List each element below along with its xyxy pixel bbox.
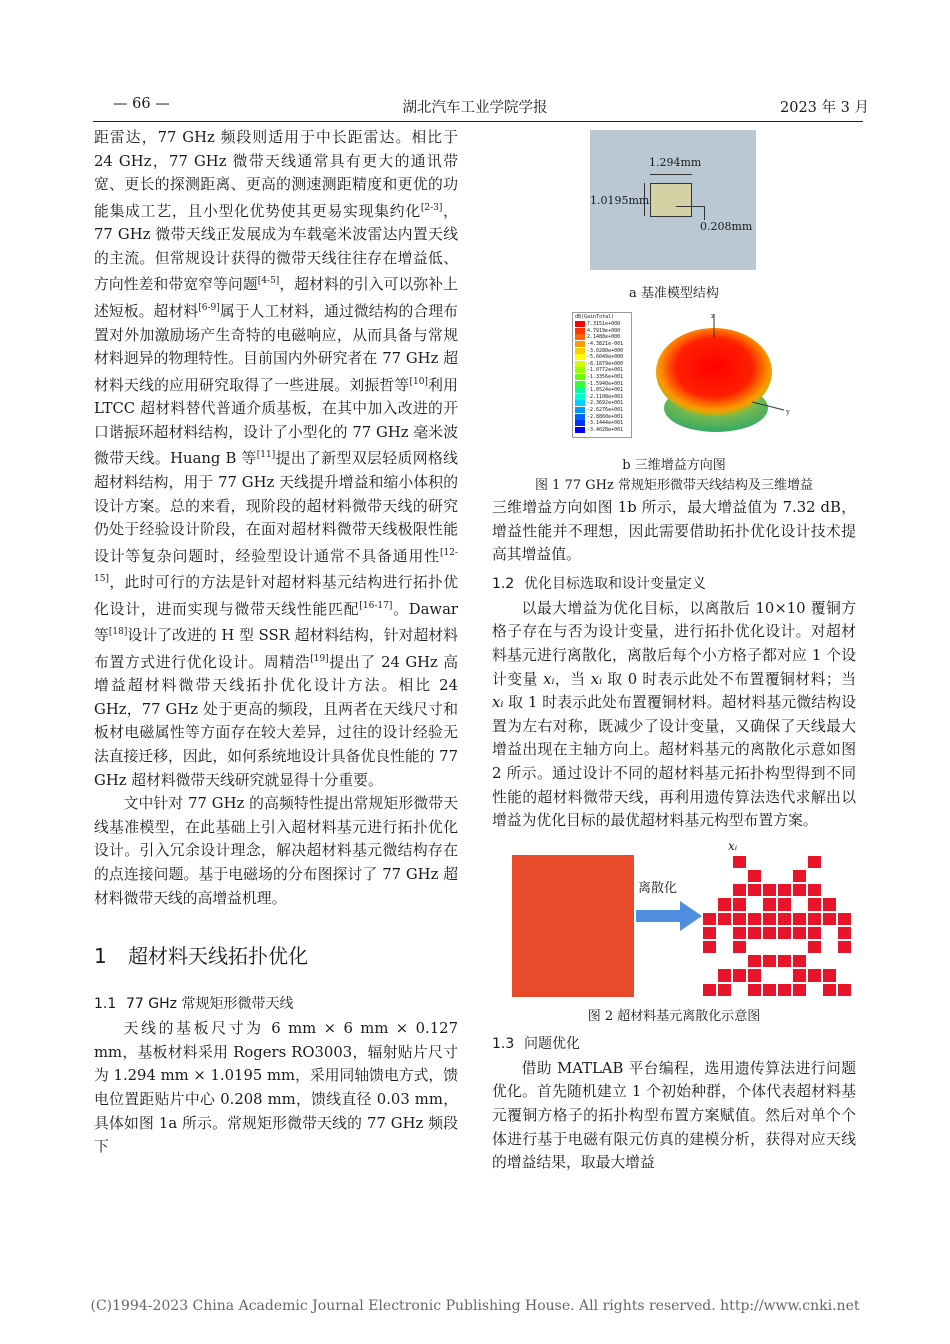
grid-cell (702, 983, 717, 997)
grid-cell (747, 869, 762, 883)
gain-pattern-3d (634, 310, 794, 450)
grid-cell (777, 912, 792, 926)
legend-row (573, 380, 631, 387)
legend-swatch (575, 420, 585, 426)
grid-cell (777, 954, 792, 968)
grid-cell (837, 926, 852, 940)
grid-cell (702, 912, 717, 926)
legend-swatch (575, 427, 585, 433)
legend-swatch (575, 361, 585, 367)
grid-cell (822, 912, 837, 926)
grid-cell (762, 954, 777, 968)
subsection-1-2-heading: 1.2 优化目标选取和设计变量定义 (492, 575, 706, 592)
left-column (94, 126, 458, 1159)
z-axis-label: z (711, 312, 715, 320)
grid-cell (747, 983, 762, 997)
grid-cell (792, 926, 807, 940)
legend-row (573, 347, 631, 354)
legend-swatch (575, 341, 585, 347)
legend-value: -3.0280e+000 (587, 347, 624, 354)
grid-cell (822, 983, 837, 997)
legend-value: 4.7919e+000 (587, 327, 621, 334)
grid-cell (837, 912, 852, 926)
subsection-1-1-heading: 1.1 77 GHz 常规矩形微带天线 (94, 996, 294, 1013)
legend-value: -5.6049e+000 (587, 354, 624, 361)
header-rule (93, 121, 863, 122)
grid-cell (792, 954, 807, 968)
legend-swatch (575, 374, 585, 380)
grid-cell (792, 983, 807, 997)
section-1-3-paragraph: 借助 MATLAB 平台编程，选用遗传算法进行问题优化。首先随机建立 1 个初始种群，个体代表超材料基元覆铜方格子的拓扑构型布置方案赋值。然后对单个个体进行基于电磁有限元仿真的建模分析，获得对应天线的增益结果，取最大增益 (492, 1059, 856, 1172)
legend-swatch (575, 387, 585, 393)
grid-cell (762, 983, 777, 997)
legend-row (573, 420, 631, 427)
legend-row (573, 341, 631, 348)
grid-cell (777, 883, 792, 897)
legend-value: -1.8524e+001 (587, 387, 624, 394)
legend-row (573, 427, 631, 434)
legend-value: -1.0772e+001 (587, 367, 624, 374)
feed-label: 0.208mm (700, 220, 753, 233)
legend-swatch (575, 381, 585, 387)
legend-swatch (575, 348, 585, 354)
grid-cell (732, 897, 747, 911)
legend-row (573, 354, 631, 361)
design-variable-label: xᵢ (728, 838, 738, 853)
grid-cell (717, 983, 732, 997)
y-axis-label: y (786, 408, 790, 416)
legend-value: -2.8860e+001 (587, 413, 624, 420)
legend-swatch (575, 400, 585, 406)
intro-paragraph-1: 距雷达，77 GHz 频段则适用于中长距雷达。相比于 24 GHz，77 GHz 微带天线通常具有更大的通讯带宽、更长的探测距离、更高的测速测距精度和更优的功能集成工艺，且小型化优势使其更易实现集约化[2-3]，77 GHz 微带天线正发展成为车载毫米波雷达内置天线的主流。但常规设计获得的微带天线往往存在增益低、方向性差和带宽窄等问题[4-5]，超材料的引入可以弥补上述短板。超材料[6-9]属于人工材料，通过微结构的合理布置对外加激励场产生奇特的电磁响应，从而具备与常规材料迥异的物理特性。目前国内外研究者在 77 GHz 超材料天线的应用研究取得了一些进展。刘振哲等[10]利用 LTCC 超材料替代普通介质基板，在其中加入改进的开口谐振环超材料结构，设计了小型化的 77 GHz 毫米波微带天线。Huang B 等[11]提出了新型双层轻质网格线超材料结构，用于 77 GHz 天线提升增益和缩小体积的设计方案。总的来看，现阶段的超材料微带天线的研究仍处于经验设计阶段，在面对超材料微带天线极限性能设计等复杂问题时，经验型设计通常不具备通用性[12-15]，此时可行的方法是针对超材料基元结构进行拓扑优化设计，进而实现与微带天线性能匹配[16-17]。Dawar 等[18]设计了改进的 H 型 SSR 超材料结构，针对超材料布置方式进行优化设计。周精浩[19]提出了 24 GHz 高增益超材料微带天线拓扑优化设计方法。相比 24 GHz，77 GHz 处于更高的频段，且两者在天线尺寸和板材电磁属性等方面存在较大差异，过往的设计经验无法直接迁移，因此，如何系统地设计具备优良性能的 77 GHz 超材料微带天线研究就显得十分重要。 (94, 129, 458, 789)
legend-row (573, 328, 631, 335)
grid-cell (777, 897, 792, 911)
section-1-1-paragraph: 天线的基板尺寸为 6 mm × 6 mm × 0.127 mm，基板材料采用 Rogers RO3003，辐射贴片尺寸为 1.294 mm × 1.0195 mm，采用同轴馈电方式，馈电位置距贴片中心 0.208 mm，馈线直径 0.03 mm，具体如图 1a 所示。常规矩形微带天线的 77 GHz 频段下 (94, 1020, 458, 1156)
section-1-2-paragraph: 以最大增益为优化目标，以离散后 10×10 覆铜方格子存在与否为设计变量，进行拓扑优化设计。对超材料基元进行离散化，离散后每个小方格子都对应 1 个设计变量 xᵢ，当 xᵢ 取 0 时表示此处不布置覆铜材料；当 xᵢ 取 1 时表示此处布置覆铜材料。超材料基元微结构设置为左右对称，既减少了设计变量，又确保了天线最大增益出现在主轴方向上。超材料基元的离散化示意如图 2 所示。通过设计不同的超材料基元拓扑构型得到不同性能的超材料微带天线，再利用遗传算法迭代求解出以增益为优化目标的最优超材料基元构型布置方案。 (492, 599, 856, 830)
grid-cell (747, 926, 762, 940)
grid-cell (732, 926, 747, 940)
legend-swatch (575, 334, 585, 340)
figure-1a-caption: a 基准模型结构 (629, 286, 719, 301)
grid-cell (747, 954, 762, 968)
legend-row (573, 374, 631, 381)
grid-cell (762, 912, 777, 926)
legend-row (573, 367, 631, 374)
legend-value: 2.1488e+000 (587, 334, 621, 341)
grid-cell (807, 883, 822, 897)
grid-cell (732, 940, 747, 954)
legend-value: -3.4028e+001 (587, 426, 624, 433)
legend-swatch (575, 394, 585, 400)
discretized-grid (702, 855, 852, 997)
grid-cell (792, 968, 807, 982)
grid-cell (807, 926, 822, 940)
grid-cell (822, 968, 837, 982)
page-number: — 66 — (113, 96, 170, 112)
grid-cell (792, 869, 807, 883)
legend-value: -2.1108e+001 (587, 393, 624, 400)
grid-cell (807, 968, 822, 982)
subsection-1-3-heading: 1.3 问题优化 (492, 1035, 580, 1052)
grid-cell (732, 855, 747, 869)
legend-swatch (575, 354, 585, 360)
grid-cell (792, 883, 807, 897)
legend-row (573, 361, 631, 368)
grid-cell (807, 855, 822, 869)
grid-cell (807, 897, 822, 911)
grid-cell (807, 940, 822, 954)
legend-value: -4.3821e-001 (587, 341, 624, 348)
grid-cell (717, 968, 732, 982)
grid-cell (807, 912, 822, 926)
journal-title: 湖北汽车工业学院学报 (402, 100, 548, 116)
intro-paragraph-2: 文中针对 77 GHz 的高频特性提出常规矩形微带天线基准模型，在此基础上引入超材料基元进行拓扑优化设计。引入冗余设计理念，解决超材料基元微结构存在的点连接问题。基于电磁场的分布图探讨了 77 GHz 超材料微带天线的高增益机理。 (94, 795, 458, 907)
legend-row (573, 321, 631, 328)
right-paragraph-1: 三维增益方向如图 1b 所示，最大增益值为 7.32 dB，增益性能并不理想，因此需要借助拓扑优化设计技术提高其增益值。 (492, 499, 856, 564)
grid-cell (822, 897, 837, 911)
grid-cell (837, 983, 852, 997)
issue-date: 2023 年 3 月 (780, 100, 869, 116)
grid-cell (762, 926, 777, 940)
grid-cell (762, 883, 777, 897)
height-label: 1.0195mm (590, 194, 650, 207)
legend-swatch (575, 321, 585, 327)
patch-rectangle (650, 183, 692, 217)
legend-swatch (575, 328, 585, 334)
arrow-shape (636, 901, 702, 931)
width-label: 1.294mm (649, 156, 702, 169)
figure-2 (492, 838, 856, 1007)
figure-2-caption: 图 2 超材料基元离散化示意图 (587, 1008, 761, 1024)
solid-unit-cell (512, 855, 634, 997)
grid-cell (717, 897, 732, 911)
grid-cell (702, 940, 717, 954)
legend-row (573, 407, 631, 414)
legend-value: -2.6276e+001 (587, 407, 624, 414)
legend-value: -1.5940e+001 (587, 380, 624, 387)
gain-legend (572, 312, 632, 438)
feed-leader-line (704, 206, 705, 220)
feed-offset-line (676, 206, 704, 207)
grid-cell (747, 968, 762, 982)
grid-cell (717, 912, 732, 926)
grid-cell (777, 983, 792, 997)
grid-cell (762, 897, 777, 911)
grid-cell (747, 883, 762, 897)
grid-cell (702, 926, 717, 940)
grid-cell (732, 883, 747, 897)
legend-row (573, 334, 631, 341)
figure-1b (492, 310, 856, 456)
legend-row (573, 413, 631, 420)
discretize-label: 离散化 (638, 880, 678, 896)
legend-value: -8.1879e+000 (587, 360, 624, 367)
width-dimension-line (650, 174, 692, 175)
legend-swatch (575, 367, 585, 373)
legend-value: -2.3692e+001 (587, 400, 624, 407)
legend-rows (573, 321, 631, 433)
legend-swatch (575, 414, 585, 420)
grid-cell (732, 968, 747, 982)
legend-row (573, 400, 631, 407)
grid-cell (747, 912, 762, 926)
grid-cell (777, 926, 792, 940)
grid-cell (837, 940, 852, 954)
legend-row (573, 394, 631, 401)
discretize-arrow (636, 901, 704, 931)
figure-1b-caption: b 三维增益方向图 (622, 458, 726, 473)
grid-cell (792, 912, 807, 926)
figure-1a (492, 128, 856, 280)
legend-value: -1.3356e+001 (587, 374, 624, 381)
legend-swatch (575, 407, 585, 413)
section-1-heading: 1 超材料天线拓扑优化 (94, 944, 308, 969)
grid-cell (732, 912, 747, 926)
figure-1-caption: 图 1 77 GHz 常规矩形微带天线结构及三维增益 (535, 478, 813, 493)
legend-value: 7.3151e+000 (587, 321, 621, 328)
copyright-footer: (C)1994-2023 China Academic Journal Electronic Publishing House. All rights reserved. http://www.cnki.net (90, 1298, 860, 1314)
legend-row (573, 387, 631, 394)
legend-title: dB(GainTotal) (575, 314, 615, 320)
legend-value: -3.1444e+001 (587, 420, 624, 427)
right-column (492, 128, 856, 1175)
